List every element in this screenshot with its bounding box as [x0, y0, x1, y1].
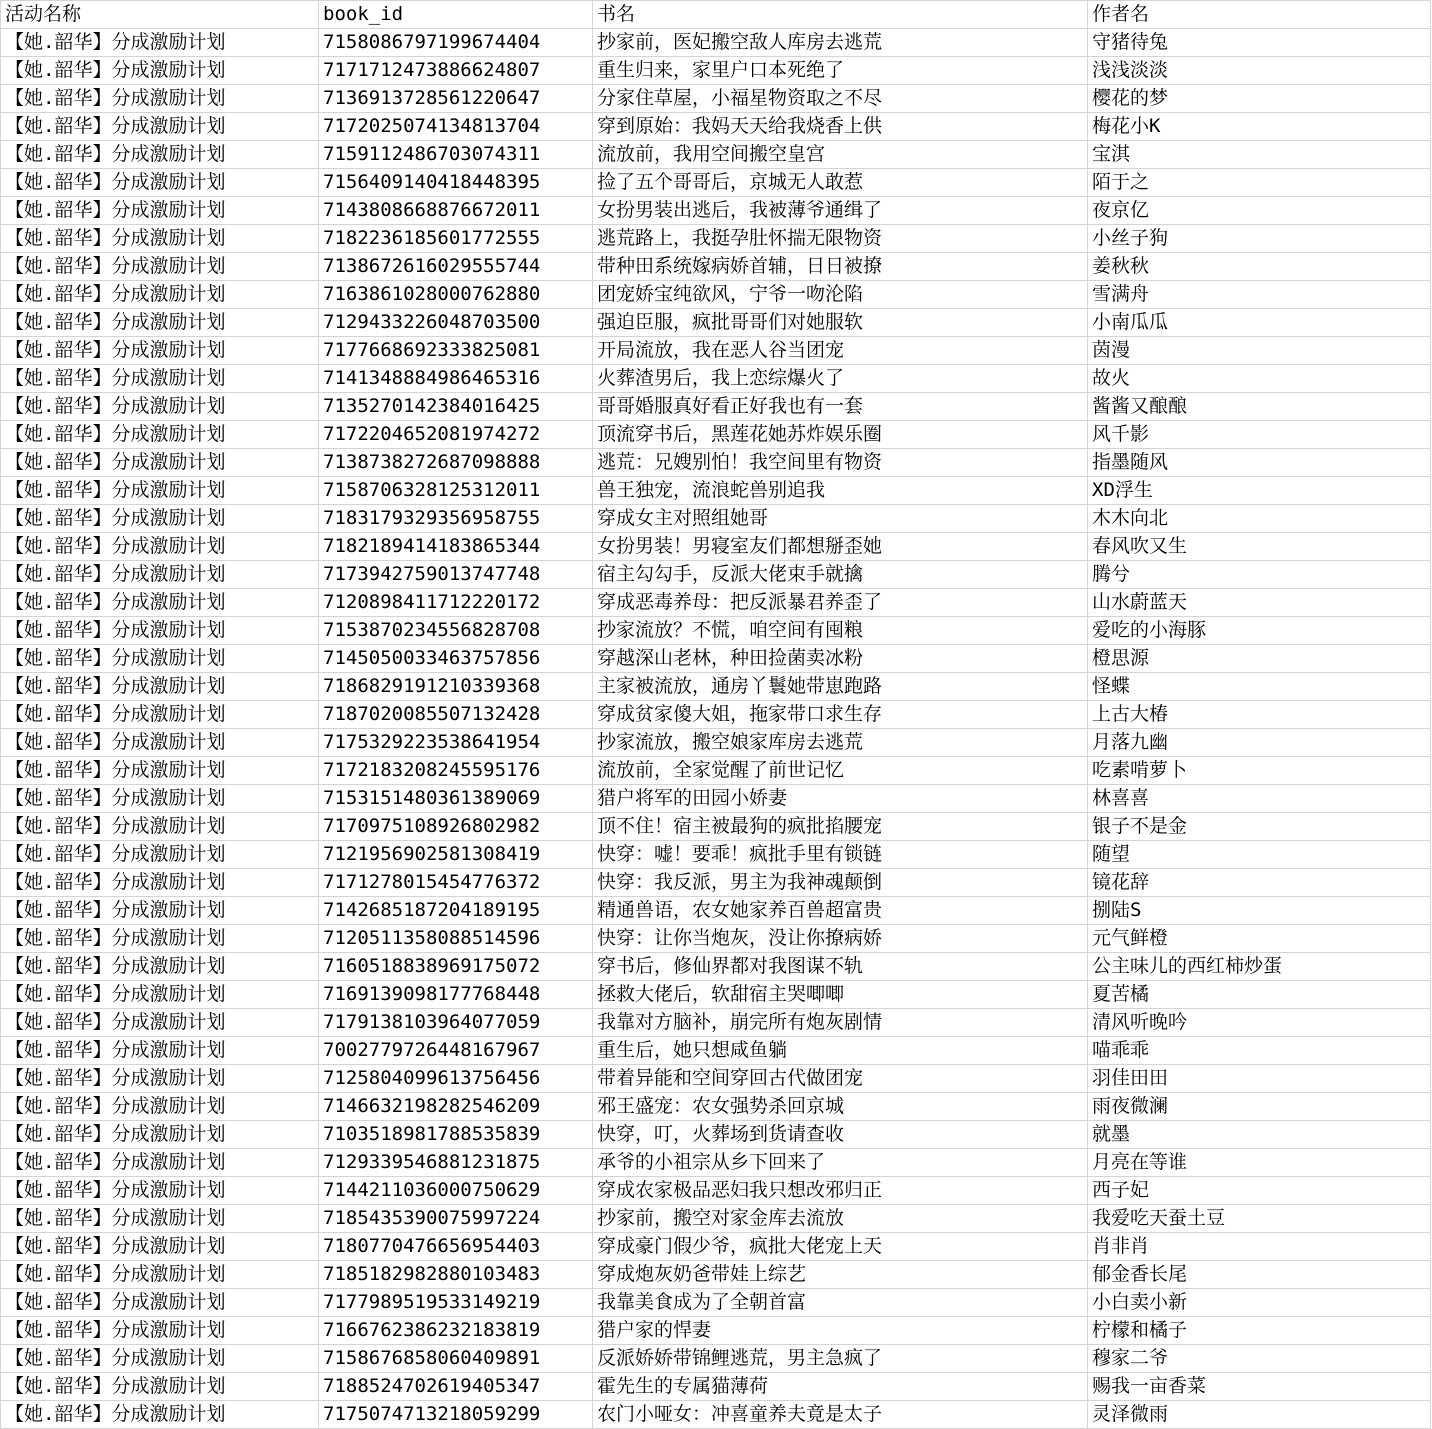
book-id-cell[interactable]: 7160518838969175072: [319, 953, 593, 981]
table-row: [1, 981, 1431, 1009]
book-title-cell[interactable]: 分家住草屋，小福星物资取之不尽: [593, 85, 1088, 113]
author-name-cell[interactable]: 小丝子狗: [1088, 225, 1431, 253]
table-row: [1, 505, 1431, 533]
table-row: [1, 449, 1431, 477]
activity-name-cell[interactable]: 【她.韶华】分成激励计划: [1, 1205, 319, 1233]
author-name-cell[interactable]: 夜京亿: [1088, 197, 1431, 225]
author-name-cell[interactable]: 喵乖乖: [1088, 1037, 1431, 1065]
book-id-cell[interactable]: 7187020085507132428: [319, 701, 593, 729]
table-row: [1, 1261, 1431, 1289]
book-title-cell[interactable]: 顶流穿书后，黑莲花她苏炸娱乐圈: [593, 421, 1088, 449]
activity-name-cell[interactable]: 【她.韶华】分成激励计划: [1, 813, 319, 841]
book-title-cell[interactable]: 穿成恶毒养母：把反派暴君养歪了: [593, 589, 1088, 617]
book-id-cell[interactable]: 7185182982880103483: [319, 1261, 593, 1289]
activity-name-cell[interactable]: 【她.韶华】分成激励计划: [1, 169, 319, 197]
book-title-cell[interactable]: 抄家前，搬空对家金库去流放: [593, 1205, 1088, 1233]
table-row: [1, 1345, 1431, 1373]
author-name-cell[interactable]: 陌于之: [1088, 169, 1431, 197]
book-title-cell[interactable]: 兽王独宠，流浪蛇兽别追我: [593, 477, 1088, 505]
author-name-cell[interactable]: 春风吹又生: [1088, 533, 1431, 561]
activity-name-cell[interactable]: 【她.韶华】分成激励计划: [1, 449, 319, 477]
book-title-cell[interactable]: 农门小哑女：冲喜童养夫竟是太子: [593, 1401, 1088, 1429]
book-id-cell[interactable]: 7129433226048703500: [319, 309, 593, 337]
book-title-cell[interactable]: 穿越深山老林，种田捡菌卖冰粉: [593, 645, 1088, 673]
book-id-cell[interactable]: 7183179329356958755: [319, 505, 593, 533]
author-name-cell[interactable]: 随望: [1088, 841, 1431, 869]
author-name-cell[interactable]: 林喜喜: [1088, 785, 1431, 813]
activity-name-cell[interactable]: 【她.韶华】分成激励计划: [1, 729, 319, 757]
book-id-cell[interactable]: 7135270142384016425: [319, 393, 593, 421]
table-row: [1, 589, 1431, 617]
book-id-cell[interactable]: 7120511358088514596: [319, 925, 593, 953]
activity-name-cell[interactable]: 【她.韶华】分成激励计划: [1, 337, 319, 365]
activity-name-cell[interactable]: 【她.韶华】分成激励计划: [1, 869, 319, 897]
author-name-cell[interactable]: 吃素啃萝卜: [1088, 757, 1431, 785]
activity-name-cell[interactable]: 【她.韶华】分成激励计划: [1, 1373, 319, 1401]
author-name-cell[interactable]: 捌陆S: [1088, 897, 1431, 925]
table-row: [1, 785, 1431, 813]
book-id-cell[interactable]: 7186829191210339368: [319, 673, 593, 701]
book-id-cell[interactable]: 7002779726448167967: [319, 1037, 593, 1065]
author-name-cell[interactable]: 山水蔚蓝天: [1088, 589, 1431, 617]
table-row: [1, 85, 1431, 113]
book-id-cell[interactable]: 7120898411712220172: [319, 589, 593, 617]
activity-name-cell[interactable]: 【她.韶华】分成激励计划: [1, 477, 319, 505]
author-name-cell[interactable]: 梅花小K: [1088, 113, 1431, 141]
author-name-cell[interactable]: 赐我一亩香菜: [1088, 1373, 1431, 1401]
table-row: [1, 533, 1431, 561]
activity-name-cell[interactable]: 【她.韶华】分成激励计划: [1, 953, 319, 981]
author-name-cell[interactable]: 就墨: [1088, 1121, 1431, 1149]
book-id-cell[interactable]: 7158706328125312011: [319, 477, 593, 505]
book-title-cell[interactable]: 穿书后，修仙界都对我图谋不轨: [593, 953, 1088, 981]
table-row: [1, 1233, 1431, 1261]
author-name-cell[interactable]: 西子妃: [1088, 1177, 1431, 1205]
activity-name-cell[interactable]: 【她.韶华】分成激励计划: [1, 29, 319, 57]
table-row: [1, 701, 1431, 729]
book-id-cell[interactable]: 7145050033463757856: [319, 645, 593, 673]
author-name-cell[interactable]: 木木向北: [1088, 505, 1431, 533]
author-name-cell[interactable]: XD浮生: [1088, 477, 1431, 505]
activity-name-cell[interactable]: 【她.韶华】分成激励计划: [1, 253, 319, 281]
book-title-cell[interactable]: 穿成豪门假少爷，疯批大佬宠上天: [593, 1233, 1088, 1261]
table-row: [1, 169, 1431, 197]
activity-name-cell[interactable]: 【她.韶华】分成激励计划: [1, 533, 319, 561]
book-id-cell[interactable]: 7159112486703074311: [319, 141, 593, 169]
author-name-cell[interactable]: 上古大椿: [1088, 701, 1431, 729]
book-title-cell[interactable]: 重生后，她只想咸鱼躺: [593, 1037, 1088, 1065]
activity-name-cell[interactable]: 【她.韶华】分成激励计划: [1, 981, 319, 1009]
activity-name-cell[interactable]: 【她.韶华】分成激励计划: [1, 393, 319, 421]
activity-name-cell[interactable]: 【她.韶华】分成激励计划: [1, 197, 319, 225]
book-id-cell[interactable]: 7136913728561220647: [319, 85, 593, 113]
table-row: [1, 841, 1431, 869]
book-title-cell[interactable]: 抄家前，医妃搬空敌人库房去逃荒: [593, 29, 1088, 57]
table-row: [1, 1205, 1431, 1233]
author-name-cell[interactable]: 风千影: [1088, 421, 1431, 449]
activity-name-cell[interactable]: 【她.韶华】分成激励计划: [1, 113, 319, 141]
table-row: [1, 813, 1431, 841]
book-title-cell[interactable]: 宿主勾勾手，反派大佬束手就擒: [593, 561, 1088, 589]
activity-name-cell[interactable]: 【她.韶华】分成激励计划: [1, 757, 319, 785]
author-name-cell[interactable]: 宝淇: [1088, 141, 1431, 169]
author-name-cell[interactable]: 夏苦橘: [1088, 981, 1431, 1009]
author-name-cell[interactable]: 郁金香长尾: [1088, 1261, 1431, 1289]
book-title-cell[interactable]: 带着异能和空间穿回古代做团宠: [593, 1065, 1088, 1093]
header-author-name[interactable]: 作者名: [1088, 1, 1431, 29]
table-row: [1, 673, 1431, 701]
book-id-cell[interactable]: 7103518981788535839: [319, 1121, 593, 1149]
header-book-id[interactable]: book_id: [319, 1, 593, 29]
table-row: [1, 393, 1431, 421]
book-title-cell[interactable]: 重生归来，家里户口本死绝了: [593, 57, 1088, 85]
table-row: [1, 337, 1431, 365]
activity-name-cell[interactable]: 【她.韶华】分成激励计划: [1, 281, 319, 309]
book-id-cell[interactable]: 7169139098177768448: [319, 981, 593, 1009]
activity-name-cell[interactable]: 【她.韶华】分成激励计划: [1, 925, 319, 953]
header-row: [1, 1, 1431, 29]
book-id-cell[interactable]: 7177989519533149219: [319, 1289, 593, 1317]
activity-name-cell[interactable]: 【她.韶华】分成激励计划: [1, 785, 319, 813]
activity-name-cell[interactable]: 【她.韶华】分成激励计划: [1, 1317, 319, 1345]
author-name-cell[interactable]: 肖非肖: [1088, 1233, 1431, 1261]
book-title-cell[interactable]: 邪王盛宠：农女强势杀回京城: [593, 1093, 1088, 1121]
activity-name-cell[interactable]: 【她.韶华】分成激励计划: [1, 505, 319, 533]
table-row: [1, 1177, 1431, 1205]
author-name-cell[interactable]: 爱吃的小海豚: [1088, 617, 1431, 645]
book-title-cell[interactable]: 穿到原始：我妈天天给我烧香上供: [593, 113, 1088, 141]
book-title-cell[interactable]: 哥哥婚服真好看正好我也有一套: [593, 393, 1088, 421]
author-name-cell[interactable]: 指墨随风: [1088, 449, 1431, 477]
activity-name-cell[interactable]: 【她.韶华】分成激励计划: [1, 1345, 319, 1373]
table-row: [1, 57, 1431, 85]
table-row: [1, 617, 1431, 645]
book-title-cell[interactable]: 穿成女主对照组她哥: [593, 505, 1088, 533]
book-id-cell[interactable]: 7182236185601772555: [319, 225, 593, 253]
book-title-cell[interactable]: 捡了五个哥哥后，京城无人敢惹: [593, 169, 1088, 197]
author-name-cell[interactable]: 樱花的梦: [1088, 85, 1431, 113]
book-title-cell[interactable]: 快穿，叮，火葬场到货请查收: [593, 1121, 1088, 1149]
activity-name-cell[interactable]: 【她.韶华】分成激励计划: [1, 701, 319, 729]
activity-name-cell[interactable]: 【她.韶华】分成激励计划: [1, 85, 319, 113]
author-name-cell[interactable]: 柠檬和橘子: [1088, 1317, 1431, 1345]
book-title-cell[interactable]: 拯救大佬后，软甜宿主哭唧唧: [593, 981, 1088, 1009]
table-row: [1, 141, 1431, 169]
book-id-cell[interactable]: 7166762386232183819: [319, 1317, 593, 1345]
book-title-cell[interactable]: 霍先生的专属猫薄荷: [593, 1373, 1088, 1401]
author-name-cell[interactable]: 橙思源: [1088, 645, 1431, 673]
book-title-cell[interactable]: 猎户将军的田园小娇妻: [593, 785, 1088, 813]
book-id-cell[interactable]: 7171278015454776372: [319, 869, 593, 897]
book-title-cell[interactable]: 精通兽语，农女她家养百兽超富贵: [593, 897, 1088, 925]
author-name-cell[interactable]: 元气鲜橙: [1088, 925, 1431, 953]
book-title-cell[interactable]: 抄家流放？不慌，咱空间有囤粮: [593, 617, 1088, 645]
book-id-cell[interactable]: 7142685187204189195: [319, 897, 593, 925]
activity-name-cell[interactable]: 【她.韶华】分成激励计划: [1, 365, 319, 393]
activity-name-cell[interactable]: 【她.韶华】分成激励计划: [1, 421, 319, 449]
book-id-cell[interactable]: 7125804099613756456: [319, 1065, 593, 1093]
book-id-cell[interactable]: 7172204652081974272: [319, 421, 593, 449]
book-id-cell[interactable]: 7138672616029555744: [319, 253, 593, 281]
book-title-cell[interactable]: 火葬渣男后，我上恋综爆火了: [593, 365, 1088, 393]
author-name-cell[interactable]: 月亮在等谁: [1088, 1149, 1431, 1177]
author-name-cell[interactable]: 羽佳田田: [1088, 1065, 1431, 1093]
book-id-cell[interactable]: 7153151480361389069: [319, 785, 593, 813]
author-name-cell[interactable]: 我爱吃天蚕土豆: [1088, 1205, 1431, 1233]
table-row: [1, 925, 1431, 953]
activity-name-cell[interactable]: 【她.韶华】分成激励计划: [1, 1093, 319, 1121]
book-title-cell[interactable]: 顶不住！宿主被最狗的疯批掐腰宠: [593, 813, 1088, 841]
activity-name-cell[interactable]: 【她.韶华】分成激励计划: [1, 1121, 319, 1149]
book-id-cell[interactable]: 7185435390075997224: [319, 1205, 593, 1233]
book-title-cell[interactable]: 开局流放，我在恶人谷当团宠: [593, 337, 1088, 365]
author-name-cell[interactable]: 腾兮: [1088, 561, 1431, 589]
author-name-cell[interactable]: 小白卖小新: [1088, 1289, 1431, 1317]
author-name-cell[interactable]: 清风听晚吟: [1088, 1009, 1431, 1037]
book-title-cell[interactable]: 穿成炮灰奶爸带娃上综艺: [593, 1261, 1088, 1289]
activity-name-cell[interactable]: 【她.韶华】分成激励计划: [1, 1261, 319, 1289]
book-id-cell[interactable]: 7129339546881231875: [319, 1149, 593, 1177]
book-id-cell[interactable]: 7180770476656954403: [319, 1233, 593, 1261]
table-row: [1, 645, 1431, 673]
activity-name-cell[interactable]: 【她.韶华】分成激励计划: [1, 1401, 319, 1429]
table-row: [1, 897, 1431, 925]
book-title-cell[interactable]: 流放前，我用空间搬空皇宫: [593, 141, 1088, 169]
author-name-cell[interactable]: 镜花辞: [1088, 869, 1431, 897]
book-id-cell[interactable]: 7173942759013747748: [319, 561, 593, 589]
activity-name-cell[interactable]: 【她.韶华】分成激励计划: [1, 673, 319, 701]
author-name-cell[interactable]: 浅浅淡淡: [1088, 57, 1431, 85]
table-body: [1, 29, 1431, 1429]
table-row: [1, 421, 1431, 449]
table-row: [1, 1065, 1431, 1093]
book-title-cell[interactable]: 穿成贫家傻大姐，拖家带口求生存: [593, 701, 1088, 729]
activity-name-cell[interactable]: 【她.韶华】分成激励计划: [1, 617, 319, 645]
book-id-cell[interactable]: 7179138103964077059: [319, 1009, 593, 1037]
activity-name-cell[interactable]: 【她.韶华】分成激励计划: [1, 1289, 319, 1317]
book-title-cell[interactable]: 穿成农家极品恶妇我只想改邪归正: [593, 1177, 1088, 1205]
book-title-cell[interactable]: 流放前，全家觉醒了前世记忆: [593, 757, 1088, 785]
book-id-cell[interactable]: 7138738272687098888: [319, 449, 593, 477]
book-id-cell[interactable]: 7172183208245595176: [319, 757, 593, 785]
table-row: [1, 1009, 1431, 1037]
activity-name-cell[interactable]: 【她.韶华】分成激励计划: [1, 1233, 319, 1261]
book-id-cell[interactable]: 7182189414183865344: [319, 533, 593, 561]
header-book-title[interactable]: 书名: [593, 1, 1088, 29]
activity-name-cell[interactable]: 【她.韶华】分成激励计划: [1, 57, 319, 85]
author-name-cell[interactable]: 穆家二爷: [1088, 1345, 1431, 1373]
activity-name-cell[interactable]: 【她.韶华】分成激励计划: [1, 1009, 319, 1037]
book-title-cell[interactable]: 女扮男装出逃后，我被薄爷通缉了: [593, 197, 1088, 225]
activity-name-cell[interactable]: 【她.韶华】分成激励计划: [1, 225, 319, 253]
book-id-cell[interactable]: 7121956902581308419: [319, 841, 593, 869]
book-id-cell[interactable]: 7141348884986465316: [319, 365, 593, 393]
book-id-cell[interactable]: 7146632198282546209: [319, 1093, 593, 1121]
activity-name-cell[interactable]: 【她.韶华】分成激励计划: [1, 141, 319, 169]
activity-name-cell[interactable]: 【她.韶华】分成激励计划: [1, 897, 319, 925]
activity-name-cell[interactable]: 【她.韶华】分成激励计划: [1, 309, 319, 337]
table-row: [1, 869, 1431, 897]
activity-name-cell[interactable]: 【她.韶华】分成激励计划: [1, 1149, 319, 1177]
table-row: [1, 309, 1431, 337]
table-row: [1, 1373, 1431, 1401]
book-id-cell[interactable]: 7177668692333825081: [319, 337, 593, 365]
table-row: [1, 1317, 1431, 1345]
table-row: [1, 561, 1431, 589]
table-row: [1, 197, 1431, 225]
book-id-cell[interactable]: 7153870234556828708: [319, 617, 593, 645]
author-name-cell[interactable]: 雪满舟: [1088, 281, 1431, 309]
author-name-cell[interactable]: 守猪待兔: [1088, 29, 1431, 57]
book-id-cell[interactable]: 7170975108926802982: [319, 813, 593, 841]
book-id-cell[interactable]: 7163861028000762880: [319, 281, 593, 309]
book-id-cell[interactable]: 7158086797199674404: [319, 29, 593, 57]
table-row: [1, 1037, 1431, 1065]
table-row: [1, 1093, 1431, 1121]
book-title-cell[interactable]: 快穿：让你当炮灰，没让你撩病娇: [593, 925, 1088, 953]
author-name-cell[interactable]: 故火: [1088, 365, 1431, 393]
book-title-cell[interactable]: 逃荒：兄嫂别怕！我空间里有物资: [593, 449, 1088, 477]
header-activity-name[interactable]: 活动名称: [1, 1, 319, 29]
table-row: [1, 113, 1431, 141]
book-title-cell[interactable]: 逃荒路上，我挺孕肚怀揣无限物资: [593, 225, 1088, 253]
book-title-cell[interactable]: 猎户家的悍妻: [593, 1317, 1088, 1345]
book-title-cell[interactable]: 抄家流放，搬空娘家库房去逃荒: [593, 729, 1088, 757]
book-id-cell[interactable]: 7171712473886624807: [319, 57, 593, 85]
author-name-cell[interactable]: 小南瓜瓜: [1088, 309, 1431, 337]
book-title-cell[interactable]: 快穿：嘘！要乖！疯批手里有锁链: [593, 841, 1088, 869]
table-row: [1, 29, 1431, 57]
book-title-cell[interactable]: 我靠对方脑补，崩完所有炮灰剧情: [593, 1009, 1088, 1037]
author-name-cell[interactable]: 酱酱又酿酿: [1088, 393, 1431, 421]
table-row: [1, 729, 1431, 757]
activity-name-cell[interactable]: 【她.韶华】分成激励计划: [1, 645, 319, 673]
author-name-cell[interactable]: 银子不是金: [1088, 813, 1431, 841]
author-name-cell[interactable]: 公主味儿的西红柿炒蛋: [1088, 953, 1431, 981]
book-id-cell[interactable]: 7158676858060409891: [319, 1345, 593, 1373]
book-id-cell[interactable]: 7175074713218059299: [319, 1401, 593, 1429]
author-name-cell[interactable]: 茵漫: [1088, 337, 1431, 365]
book-id-cell[interactable]: 7143808668876672011: [319, 197, 593, 225]
book-id-cell[interactable]: 7188524702619405347: [319, 1373, 593, 1401]
book-title-cell[interactable]: 带种田系统嫁病娇首辅，日日被撩: [593, 253, 1088, 281]
table-row: [1, 1149, 1431, 1177]
book-title-cell[interactable]: 快穿：我反派，男主为我神魂颠倒: [593, 869, 1088, 897]
book-title-cell[interactable]: 承爷的小祖宗从乡下回来了: [593, 1149, 1088, 1177]
table-row: [1, 253, 1431, 281]
table-row: [1, 1121, 1431, 1149]
book-title-cell[interactable]: 反派娇娇带锦鲤逃荒，男主急疯了: [593, 1345, 1088, 1373]
activity-name-cell[interactable]: 【她.韶华】分成激励计划: [1, 841, 319, 869]
book-id-cell[interactable]: 7175329223538641954: [319, 729, 593, 757]
table-row: [1, 757, 1431, 785]
book-title-cell[interactable]: 主家被流放，通房丫鬟她带崽跑路: [593, 673, 1088, 701]
activity-name-cell[interactable]: 【她.韶华】分成激励计划: [1, 1177, 319, 1205]
author-name-cell[interactable]: 月落九幽: [1088, 729, 1431, 757]
author-name-cell[interactable]: 姜秋秋: [1088, 253, 1431, 281]
book-id-cell[interactable]: 7144211036000750629: [319, 1177, 593, 1205]
book-id-cell[interactable]: 7172025074134813704: [319, 113, 593, 141]
book-title-cell[interactable]: 强迫臣服，疯批哥哥们对她服软: [593, 309, 1088, 337]
author-name-cell[interactable]: 灵泽微雨: [1088, 1401, 1431, 1429]
table-row: [1, 953, 1431, 981]
activity-name-cell[interactable]: 【她.韶华】分成激励计划: [1, 1037, 319, 1065]
activity-name-cell[interactable]: 【她.韶华】分成激励计划: [1, 589, 319, 617]
table-row: [1, 281, 1431, 309]
table-row: [1, 225, 1431, 253]
author-name-cell[interactable]: 雨夜微澜: [1088, 1093, 1431, 1121]
table-row: [1, 1289, 1431, 1317]
table-row: [1, 365, 1431, 393]
activity-name-cell[interactable]: 【她.韶华】分成激励计划: [1, 561, 319, 589]
book-title-cell[interactable]: 女扮男装！男寝室友们都想掰歪她: [593, 533, 1088, 561]
book-title-cell[interactable]: 我靠美食成为了全朝首富: [593, 1289, 1088, 1317]
table-row: [1, 1401, 1431, 1429]
activity-name-cell[interactable]: 【她.韶华】分成激励计划: [1, 1065, 319, 1093]
author-name-cell[interactable]: 怪蝶: [1088, 673, 1431, 701]
book-id-cell[interactable]: 7156409140418448395: [319, 169, 593, 197]
book-title-cell[interactable]: 团宠娇宝纯欲风，宁爷一吻沦陷: [593, 281, 1088, 309]
table-row: [1, 477, 1431, 505]
